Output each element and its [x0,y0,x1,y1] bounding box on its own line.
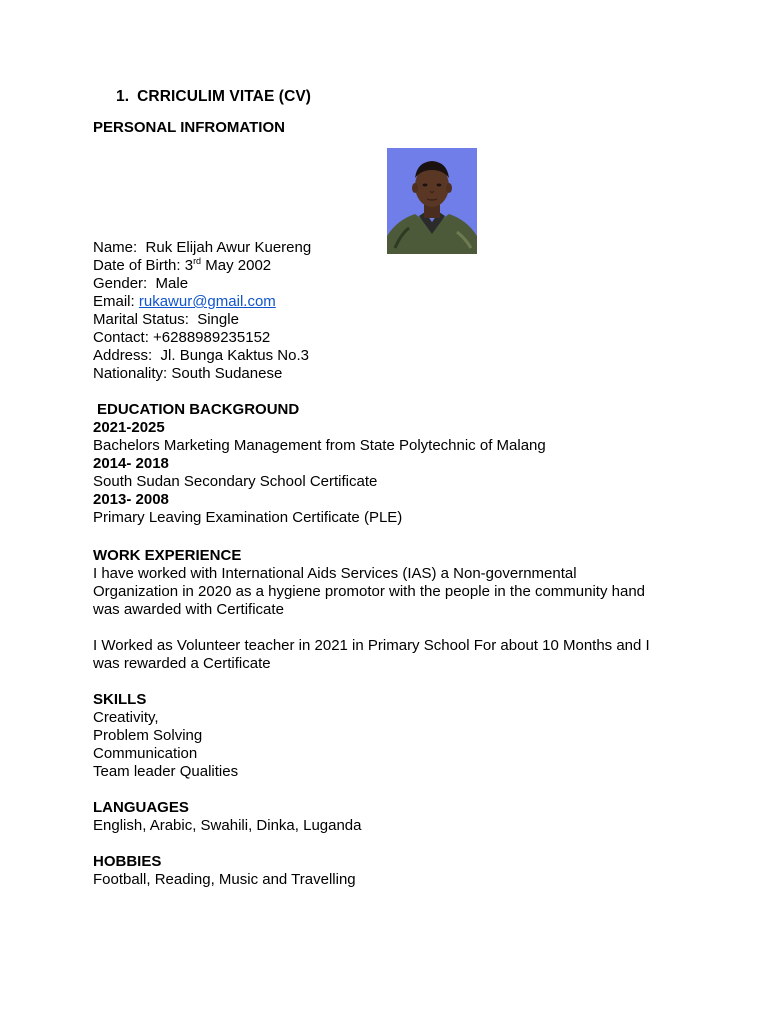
address-value: Jl. Bunga Kaktus No.3 [160,347,309,364]
name-label: Name: [93,239,138,256]
skills-heading: SKILLS [93,691,147,708]
nationality-label: Nationality: [93,365,168,382]
portrait-image [387,148,477,254]
work-text-line: was rewarded a Certificate [93,655,271,672]
work-text-line: was awarded with Certificate [93,601,284,618]
email-row [93,293,311,311]
address-label: Address: [93,347,153,364]
gender-label: Gender: [93,275,148,292]
work-text-line: I have worked with International Aids Services (IAS) a Non-governmental [93,565,577,582]
education-years: 2013- 2008 [93,491,169,508]
skill-item: Creativity, [93,709,159,726]
contact-row [93,329,311,347]
education-detail: Bachelors Marketing Management from State Polytechnic of Malang [93,437,546,454]
nationality-value: South Sudanese [171,365,283,382]
work-heading: WORK EXPERIENCE [93,547,242,564]
work-paragraph-1 [93,565,645,619]
address-row [93,347,311,365]
contact-label: Contact: [93,329,149,346]
dob-day: 3 [184,257,194,274]
title-number: 1. [116,88,130,105]
gender-row [93,275,311,293]
name-value: Ruk Elijah Awur Kuereng [145,239,312,256]
education-detail: Primary Leaving Examination Certificate (PLE) [93,509,403,526]
email-label: Email: [93,293,135,310]
contact-value: +6288989235152 [153,329,271,346]
education-list [93,419,546,527]
marital-row [93,311,311,329]
skill-item: Team leader Qualities [93,763,239,780]
languages-text: English, Arabic, Swahili, Dinka, Luganda [93,817,362,834]
email-link[interactable]: rukawur@gmail.com [138,293,276,310]
dob-label: Date of Birth: [93,257,181,274]
name-row [93,239,311,257]
nationality-row [93,365,311,383]
education-heading: EDUCATION BACKGROUND [97,401,300,418]
personal-details [93,239,311,383]
education-detail: South Sudan Secondary School Certificate [93,473,378,490]
gender-value: Male [155,275,189,292]
profile-photo [387,148,477,254]
education-years: 2021-2025 [93,419,165,436]
personal-info-heading: PERSONAL INFROMATION [93,119,285,136]
work-text-line: I Worked as Volunteer teacher in 2021 in Primary School For about 10 Months and I [93,637,650,654]
dob-rest: May 2002 [205,257,272,274]
title-text: CRRICULIM VITAE (CV) [137,88,312,105]
work-paragraph-2 [93,637,650,673]
dob-row [93,257,311,275]
skill-item: Problem Solving [93,727,203,744]
education-years: 2014- 2018 [93,455,169,472]
skill-item: Communication [93,745,198,762]
skills-list [93,709,238,781]
dob-suffix: rd [193,256,202,266]
languages-heading: LANGUAGES [93,799,189,816]
document-title [116,88,311,106]
hobbies-heading: HOBBIES [93,853,162,870]
marital-value: Single [197,311,239,328]
hobbies-text: Football, Reading, Music and Travelling [93,871,356,888]
marital-label: Marital Status: [93,311,189,328]
work-text-line: Organization in 2020 as a hygiene promotor with the people in the community hand [93,583,646,600]
